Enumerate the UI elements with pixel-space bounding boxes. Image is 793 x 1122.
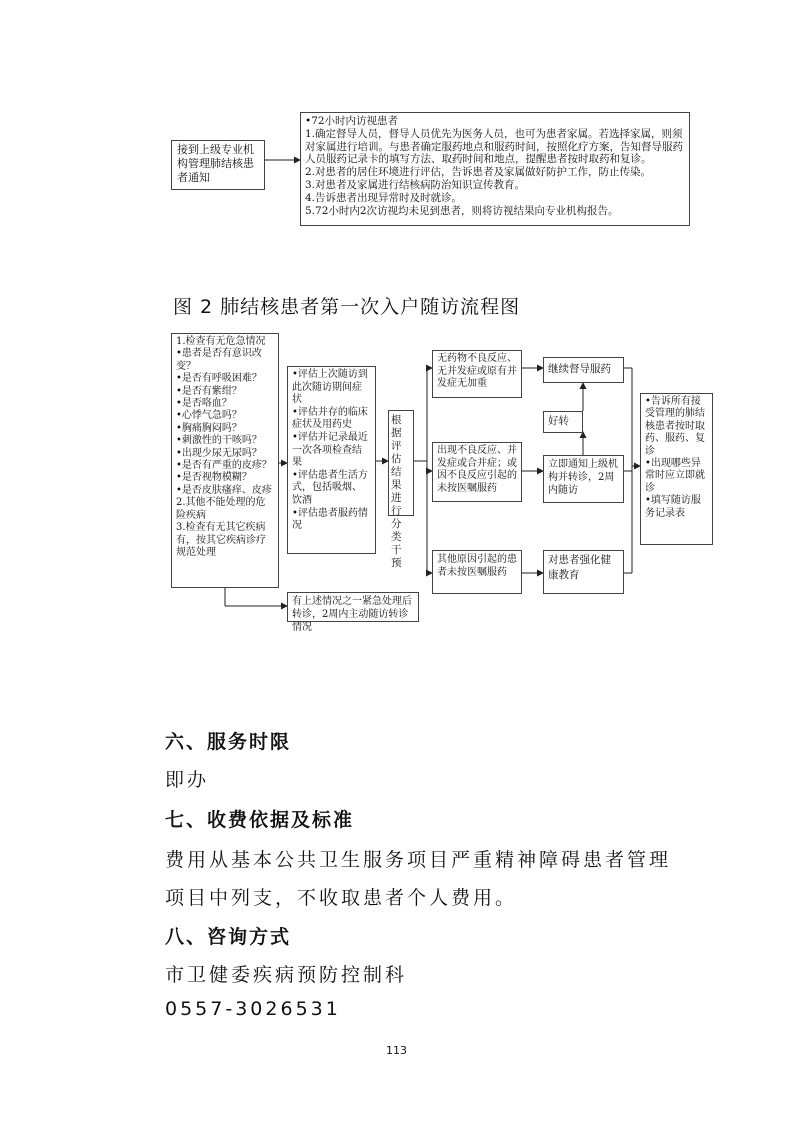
- visit-72h-box: [300, 112, 690, 226]
- check-line: •是否有呼吸困难？: [176, 373, 262, 385]
- cond1-box: [432, 350, 522, 398]
- check-line: •是否皮肤瘙痒、皮疹: [176, 484, 272, 496]
- act3-text: 对患者强化健康教育: [548, 554, 611, 581]
- final-box: [640, 393, 713, 545]
- assess-line: •评估并存的临床症状及用药史: [292, 406, 368, 431]
- cond3-box: [432, 550, 522, 594]
- check-line: •是否有严重的皮疹？: [176, 460, 272, 472]
- figure-title: 图 2 肺结核患者第一次入户随访流程图: [173, 296, 521, 318]
- section7-heading: 七、收费依据及标准: [165, 809, 355, 831]
- assess-line: •评估并记录最近一次各项检查结果: [292, 431, 368, 469]
- check-line: •心悸气急吗？: [176, 410, 242, 422]
- notice-text: 接到上级专业机构管理肺结核患者通知: [177, 143, 254, 184]
- consult-phone: 0557-3026531: [165, 998, 341, 1020]
- page-number: 113: [386, 1044, 407, 1057]
- check-line: •胸痛胸闷吗？: [176, 422, 242, 434]
- classify-box: [388, 410, 414, 569]
- visit-line: 2.对患者的居住环境进行评估，告诉患者及家属做好防护工作，防止传染。: [305, 166, 652, 179]
- act1-text: 继续督导服药: [548, 363, 611, 375]
- check-line: 3.检查有无其它疾病有，按其它疾病诊疗规范处理: [176, 522, 266, 558]
- section7-body-line1: 费用从基本公共卫生服务项目严重精神障碍患者管理: [165, 849, 672, 871]
- final-line: •填写随访服务记录表: [645, 495, 701, 519]
- section6-heading: 六、服务时限: [165, 731, 292, 753]
- check-line: •是否咯血？: [176, 398, 232, 410]
- section8-heading: 八、咨询方式: [165, 926, 292, 948]
- section7-body-line2: 项目中列支，不收取患者个人费用。: [165, 887, 518, 909]
- consult-department: 市卫健委疾病预防控制科: [165, 964, 408, 986]
- act1-box: [543, 357, 624, 383]
- classify-text: 根据评估结果进行分类干预: [391, 414, 402, 569]
- cond3-text: 其他原因引起的患者未按医嘱服药: [437, 554, 517, 578]
- emergency-box: [287, 592, 419, 633]
- cond2-text: 出现不良反应、并发症或合并症；或因不良反应引起的未按医嘱服药: [437, 445, 517, 494]
- section6-body: 即办: [165, 769, 210, 791]
- better-box: [543, 411, 583, 433]
- check-line: •是否有紫绀？: [176, 385, 242, 397]
- check-line: •出现少尿无尿吗？: [176, 447, 262, 459]
- visit-line: 1.确定督导人员，督导人员优先为医务人员，也可为患者家属。若选择家属，则须对家属进行培训。与患者确定服药地点和服药时间，按照化疗方案，告知督导服药人员服药记录卡的填写方法、取药时间和地点，提醒患者按时取药和复诊。: [305, 127, 683, 166]
- act3-box: [543, 550, 624, 594]
- emergency-text: 有上述情况之一紧急处理后转诊，2周内主动随访转诊情况: [292, 596, 412, 633]
- check-line: •患者是否有意识改变？: [176, 348, 262, 372]
- check-line: 2.其他不能处理的危险疾病: [176, 497, 266, 521]
- check-line: •刺激性的干咳吗？: [176, 435, 262, 447]
- assess-line: •评估患者生活方式，包括吸烟、饮酒: [292, 469, 368, 506]
- final-line: •告诉所有接受管理的肺结核患者按时取药、服药、复诊: [645, 396, 705, 457]
- visit-line: 4.告诉患者出现异常时及时就诊。: [305, 191, 463, 204]
- cond2-box: [432, 442, 522, 502]
- better-text: 好转: [548, 415, 569, 427]
- cond1-text: 无药物不良反应、无并发症或原有并发症无加重: [437, 353, 517, 389]
- act2-text: 立即通知上级机构并转诊，2周内随访: [548, 459, 618, 496]
- assess-box: [287, 366, 376, 554]
- visit-line: 3.对患者及家属进行结核病防治知识宣传教育。: [305, 178, 526, 191]
- act2-box: [543, 455, 624, 503]
- assess-line: •评估上次随访到此次随访期间症状: [292, 369, 368, 406]
- final-line: •出现哪些异常时应立即就诊: [645, 458, 705, 494]
- visit-line: •72小时内访视患者: [305, 115, 399, 127]
- check-line: 1.检查有无危急情况: [176, 336, 266, 347]
- check-line: •是否视物模糊？: [176, 472, 252, 484]
- check-box: [171, 333, 279, 588]
- notice-box: [171, 140, 265, 190]
- assess-line: •评估患者服药情况: [292, 507, 368, 532]
- visit-line: 5.72小时内2次访视均未见到患者，则将访视结果向专业机构报告。: [305, 204, 619, 217]
